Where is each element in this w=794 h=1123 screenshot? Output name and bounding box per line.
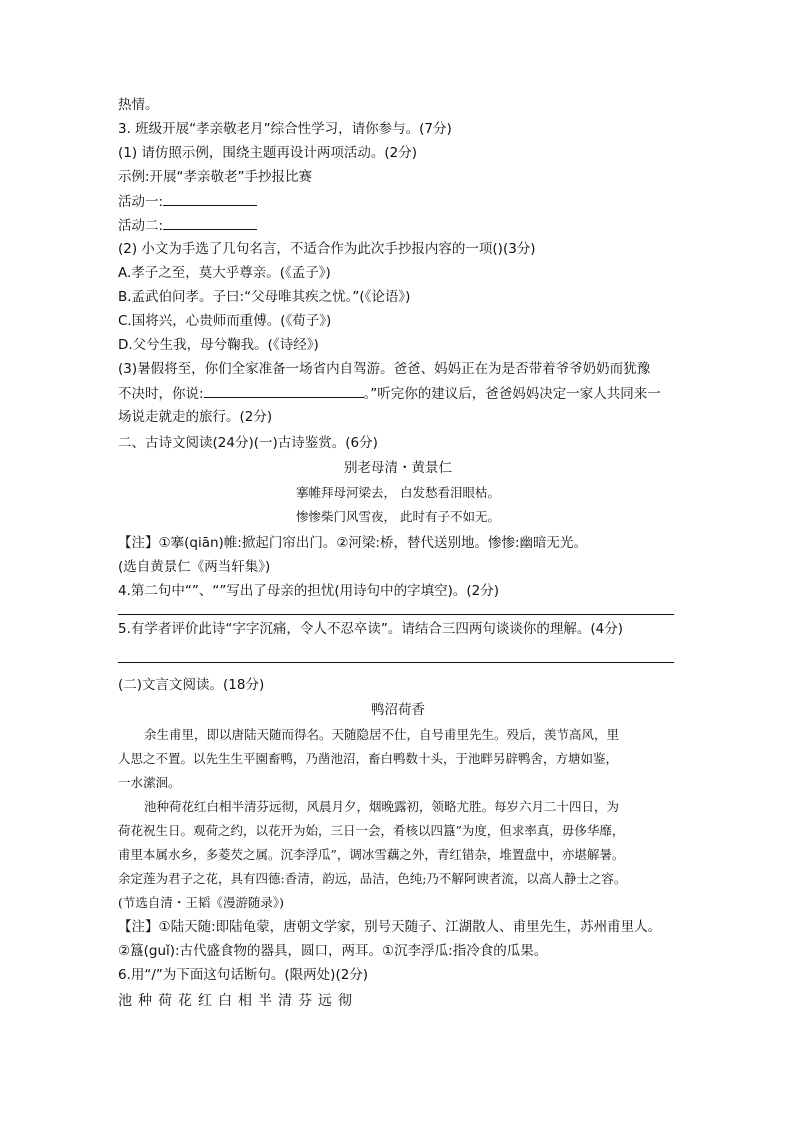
- option-a: A.孝子之至，莫大乎尊亲。(《孟子》): [118, 265, 331, 281]
- prose-line: 一水潆洄。: [118, 775, 181, 790]
- question-3-1: (1) 请仿照示例，围绕主题再设计两项活动。(2分): [118, 145, 418, 161]
- question-3-2: (2) 小文为手选了几句名言，不适合作为此次手抄报内容的一项()(3分): [118, 241, 536, 257]
- question-4: 4.第二句中“”、“”写出了母亲的担忧(用诗句中的字填空)。(2分): [118, 583, 500, 599]
- activity-2-row: [118, 216, 257, 235]
- activity-1-label: 活动一:: [118, 194, 164, 210]
- poem-line-2: 惨惨柴门风雪夜， 此时有子不如无。: [296, 509, 500, 524]
- option-c: C.国将兴，心贵师而重傅。(《荀子》): [118, 313, 332, 329]
- answer-line[interactable]: [118, 614, 674, 615]
- question-5: 5.有学者评价此诗“字字沉痛，令人不忍卒读”。请结合三四两句谈谈你的理解。(4分): [118, 621, 623, 637]
- activity-2-answer-blank[interactable]: [163, 216, 257, 230]
- section-2-heading: 二、古诗文阅读(24分)(一)古诗鉴赏。(6分): [118, 435, 378, 451]
- question-6: 6.用“/”为下面这句话断句。(限两处)(2分): [118, 967, 369, 983]
- section-2-2-heading: (二)文言文阅读。(18分): [118, 677, 265, 693]
- text-line: 场说走就走的旅行。(2分): [118, 409, 273, 425]
- prose-line: 甫里本属水乡，多菱芡之属。沉李浮瓜”，调冰雪藕之外，青红错杂，堆置盘中，亦堪解暑。: [118, 847, 625, 862]
- text-line: 热情。: [118, 97, 159, 113]
- poem-source: (选自黄景仁《两当轩集》): [118, 559, 271, 575]
- example-text: 示例:开展“孝亲敬老”手抄报比赛: [118, 169, 313, 185]
- prose-line: 人思之不置。以先生生平園畜鸭，乃凿池沼，畜白鸭数十头，于池畔另辟鸭舍，方塘如鉴，: [118, 751, 619, 766]
- prose-note-2: ②簋(guǐ):古代盛食物的器具，圆口，两耳。①沉李浮瓜:指冷食的瓜果。: [118, 943, 548, 959]
- prose-title: 鸭沼荷香: [371, 702, 425, 718]
- activity-1-answer-blank[interactable]: [163, 192, 257, 206]
- prose-line: 余生甫里，即以唐陆天随而得名。天随隐居不仕，自号甫里先生。殁后，羡节高风，里: [144, 727, 620, 742]
- prose-line: 池种荷花红白相半清芬远彻，风晨月夕，烟晚露初，领略尤胜。每岁六月二十四日，为: [144, 799, 620, 814]
- prose-line: 余定莲为君子之花，具有四德:香清，韵远，品洁，色纯;乃不解阿谀者流，以高人静士之容。: [118, 871, 627, 886]
- question-3-3: (3)暑假将至，你们全家准备一场省内自驾游。爸爸、妈妈正在为是否带着爷爷奶奶而犹豫: [118, 361, 651, 377]
- prose-source: (节选自清・王韬《漫游随录》): [118, 895, 285, 910]
- prose-note-1: 【注】①陆天随:即陆龟蒙，唐朝文学家，别号天随子、江湖散人、甫里先生，苏州甫里人。: [118, 919, 662, 935]
- fill-prefix: 不决时，你说:: [118, 386, 204, 402]
- question-3-heading: 3. 班级开展“孝亲敬老月”综合性学习，请你参与。(7分): [118, 121, 452, 137]
- poem-note: 【注】①搴(qiān)帷:掀起门帘出门。②河梁:桥，替代送别地。惨惨:幽暗无光。: [118, 535, 588, 551]
- sentence-to-punctuate: 池种荷花红白相半清芬远彻: [118, 993, 358, 1009]
- option-b: B.孟武伯问孝。子曰:“父母唯其疾之忧。”(《论语》): [118, 289, 411, 305]
- question-3-3-fill-row: [118, 384, 661, 403]
- poem-title: 别老母清・黄景仁: [344, 460, 452, 476]
- poem-line-1: 搴帷拜母河梁去， 白发愁看泪眼枯。: [296, 485, 500, 500]
- prose-line: 荷花祝生日。观荷之约，以花开为始，三日一会，肴核以四簋”为度，但求率真，毋侈华靡，: [118, 823, 625, 838]
- speech-answer-blank[interactable]: [204, 384, 364, 398]
- fill-suffix: 。”听完你的建议后，爸爸妈妈决定一家人共同来一: [363, 386, 661, 402]
- option-d: D.父兮生我，母兮鞠我。(《诗经》): [118, 337, 319, 353]
- activity-2-label: 活动二:: [118, 218, 164, 234]
- activity-1-row: [118, 192, 257, 211]
- answer-line[interactable]: [118, 662, 674, 663]
